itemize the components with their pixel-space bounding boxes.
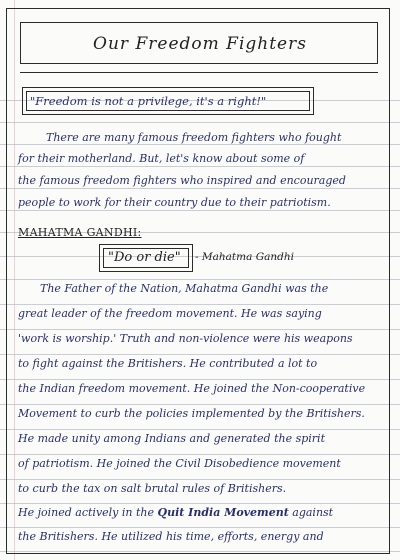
body-line-1: The Father of the Nation, Mahatma Gandhi was the (40, 282, 329, 295)
slogan-attribution: - Mahatma Gandhi (195, 251, 294, 263)
page-title: Our Freedom Fighters (93, 34, 307, 54)
body-line-5: the Indian freedom movement. He joined the Non-cooperative (18, 382, 366, 395)
slogan-text: "Do or die" (108, 250, 181, 265)
intro-line-2: for their motherland. But, let's know about some of (18, 152, 305, 165)
title-underline (20, 72, 378, 73)
intro-line-4: people to work for their country due to their patriotism. (18, 196, 331, 209)
body-line-6: Movement to curb the policies implemented by the Britishers. (18, 407, 365, 420)
body-line-8: of patriotism. He joined the Civil Disobedience movement (18, 457, 341, 470)
quit-india-movement-text: Quit India Movement (157, 506, 289, 519)
body-line-7: He made unity among Indians and generated the spirit (18, 432, 325, 445)
intro-line-1: There are many famous freedom fighters who fought (46, 131, 342, 144)
body-line-3: 'work is worship.' Truth and non-violence were his weapons (18, 332, 353, 345)
intro-line-3: the famous freedom fighters who inspired and encouraged (18, 174, 346, 187)
body-line-2: great leader of the freedom movement. He was saying (18, 307, 322, 320)
body-line-10 (18, 506, 333, 520)
body-line-10-end: against (288, 506, 334, 519)
body-line-4: to fight against the Britishers. He contributed a lot to (18, 357, 318, 370)
body-line-10-start: He joined actively in the (18, 506, 158, 519)
section-heading: MAHATMA GANDHI: (18, 226, 142, 239)
body-line-9: to curb the tax on salt brutal rules of Britishers. (18, 482, 287, 495)
body-line-11: the Britishers. He utilized his time, efforts, energy and (18, 530, 324, 543)
quote-text: "Freedom is not a privilege, it's a right!" (30, 94, 267, 108)
